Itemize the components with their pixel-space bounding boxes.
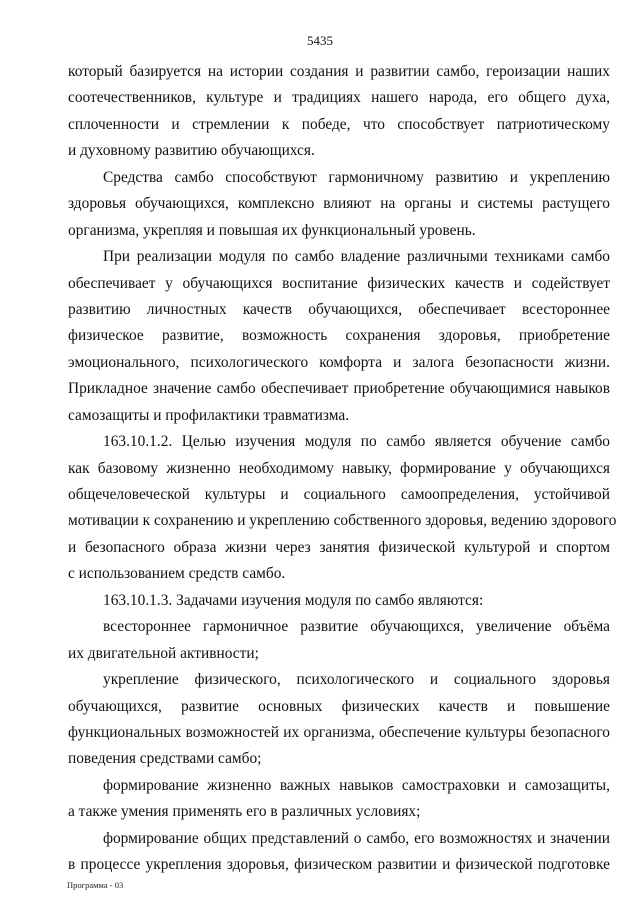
text-line: с использованием средств самбо.	[68, 565, 286, 583]
text-line: здоровья обучающихся, комплексно влияют на органы и системы растущего	[68, 195, 610, 213]
page-number: 5435	[307, 33, 333, 48]
text-line: и безопасного образа жизни через занятия физической культурой и спортом	[68, 538, 610, 556]
text-line: эмоционального, психологического комфорта и залога безопасности жизни.	[68, 353, 610, 371]
text-line: общечеловеческой культуры и социального самоопределения, устойчивой	[68, 486, 610, 503]
text-line: самозащиты и профилактики травматизма.	[68, 406, 350, 424]
text-line: сплоченности и стремлении к победе, что способствует патриотическому	[68, 115, 610, 133]
text-line: который базируется на истории создания и развитии самбо, героизации наших	[68, 63, 610, 80]
text-line: в процессе укрепления здоровья, физическом развитии и физической подготовке	[68, 856, 610, 874]
text-line: функциональных возможностей их организма, обеспечение культуры безопасного	[68, 723, 610, 741]
text-line: их двигательной активности;	[68, 644, 259, 662]
text-line: Средства самбо способствуют гармоничному развитию и укреплению	[103, 168, 610, 186]
footer-label: Программа - 03	[67, 880, 124, 890]
text-line: соотечественников, культуре и традициях нашего народа, его общего духа,	[68, 89, 610, 107]
text-line: укрепление физического, психологического и социального здоровья	[103, 671, 610, 689]
text-line: мотивации к сохранению и укреплению собственного здоровья, ведению здорового	[68, 512, 617, 530]
text-line: обеспечивает у обучающихся воспитание физических качеств и содействует	[68, 274, 610, 292]
text-line: 163.10.1.3. Задачами изучения модуля по самбо являются:	[103, 591, 484, 609]
document-body	[68, 59, 617, 879]
text-line: формирование общих представлений о самбо, его возможностях и значении	[103, 829, 610, 847]
text-line: как базовому жизненно необходимому навыку, формирование у обучающихся	[68, 459, 610, 477]
text-line: организма, укрепляя и повышая их функциональный уровень.	[68, 221, 476, 239]
text-line: и духовному развитию обучающихся.	[68, 142, 315, 160]
text-line: всестороннее гармоничное развитие обучающихся, увеличение объёма	[103, 618, 610, 636]
text-line: При реализации модуля по самбо владение различными техниками самбо	[103, 248, 610, 266]
text-line: Прикладное значение самбо обеспечивает приобретение обучающимися навыков	[68, 380, 610, 398]
text-line: 163.10.1.2. Целью изучения модуля по самбо является обучение самбо	[103, 433, 610, 451]
text-line: а также умения применять его в различных условиях;	[68, 803, 421, 821]
text-line: физическое развитие, возможность сохранения здоровья, приобретение	[68, 327, 610, 345]
text-line: поведения средствами самбо;	[68, 750, 262, 768]
text-line: формирование жизненно важных навыков самостраховки и самозащиты,	[103, 776, 610, 794]
text-line: развитию личностных качеств обучающихся, обеспечивает всестороннее	[68, 300, 610, 318]
text-line: обучающихся, развитие основных физических качеств и повышение	[68, 697, 610, 715]
